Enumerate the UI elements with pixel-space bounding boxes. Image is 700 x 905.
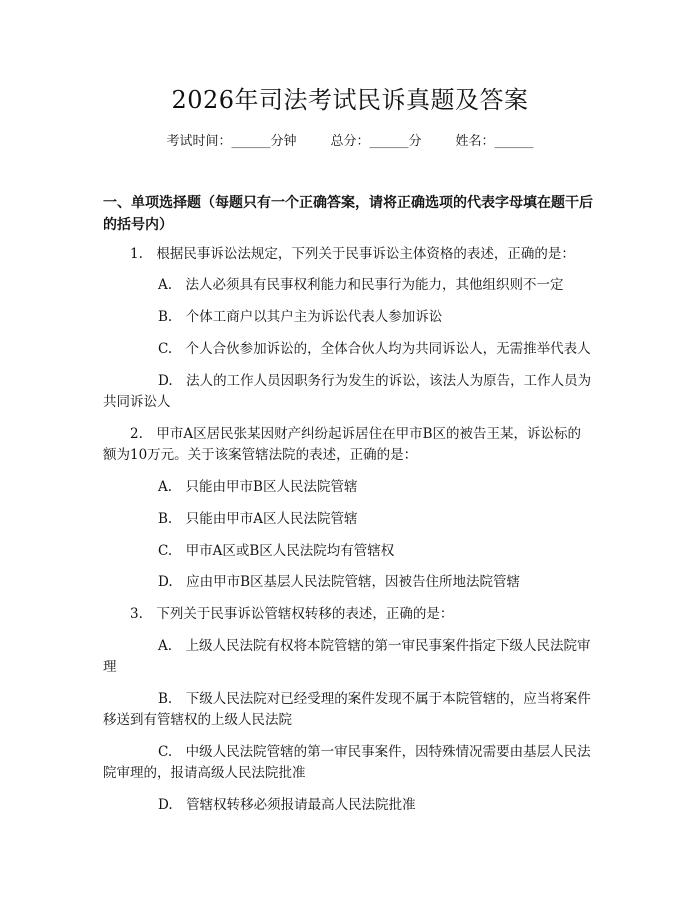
exam-time: 考试时间：______分钟 bbox=[166, 134, 297, 149]
option-c: C. 个人合伙参加诉讼的，全体合伙人均为共同诉讼人，无需推举代表人 bbox=[158, 341, 591, 357]
option-a: A. 法人必须具有民事权利能力和民事行为能力，其他组织则不一定 bbox=[158, 277, 564, 293]
option-a: A. 只能由甲市B区人民法院管辖 bbox=[158, 479, 358, 495]
exam-name-field: 姓名：______ bbox=[455, 134, 534, 149]
option-a: A. 上级人民法院有权将本院管辖的第一审民事案件指定下级人民法院审 bbox=[158, 638, 591, 654]
question-stem-continued: 额为10万元。关于该案管辖法院的表述，正确的是： bbox=[103, 447, 418, 463]
option-c-continued: 院审理的，报请高级人民法院批准 bbox=[103, 765, 306, 781]
section-heading-line: 的括号内） bbox=[103, 217, 173, 233]
option-c: C. 中级人民法院管辖的第一审民事案件，因特殊情况需要由基层人民法 bbox=[158, 744, 591, 760]
option-d-continued: 共同诉讼人 bbox=[103, 394, 171, 410]
option-d: D. 管辖权转移必须报请最高人民法院批准 bbox=[158, 797, 416, 813]
exam-total-score: 总分：______分 bbox=[330, 134, 422, 149]
option-b: B. 只能由甲市A区人民法院管辖 bbox=[158, 511, 358, 527]
section-heading-line: 一、单项选择题（每题只有一个正确答案，请将正确选项的代表字母填在题干后 bbox=[103, 195, 593, 211]
option-c: C. 甲市A区或B区人民法院均有管辖权 bbox=[158, 543, 395, 559]
option-b: B. 下级人民法院对已经受理的案件发现不属于本院管辖的，应当将案件 bbox=[158, 691, 591, 707]
option-a-continued: 理 bbox=[103, 659, 117, 675]
option-b: B. 个体工商户以其户主为诉讼代表人参加诉讼 bbox=[158, 309, 443, 325]
document-title: 2026年司法考试民诉真题及答案 bbox=[171, 86, 529, 114]
question-stem: 3. 下列关于民事诉讼管辖权转移的表述，正确的是： bbox=[130, 606, 454, 622]
option-d: D. 应由甲市B区基层人民法院管辖，因被告住所地法院管辖 bbox=[158, 574, 521, 590]
exam-meta bbox=[0, 133, 700, 151]
option-d: D. 法人的工作人员因职务行为发生的诉讼，该法人为原告，工作人员为 bbox=[158, 373, 592, 389]
question-stem: 1. 根据民事诉讼法规定，下列关于民事诉讼主体资格的表述，正确的是： bbox=[130, 246, 575, 262]
section-heading bbox=[103, 192, 603, 236]
question-stem: 2. 甲市A区居民张某因财产纠纷起诉居住在甲市B区的被告王某，诉讼标的 bbox=[130, 426, 582, 442]
option-b-continued: 移送到有管辖权的上级人民法院 bbox=[103, 712, 292, 728]
